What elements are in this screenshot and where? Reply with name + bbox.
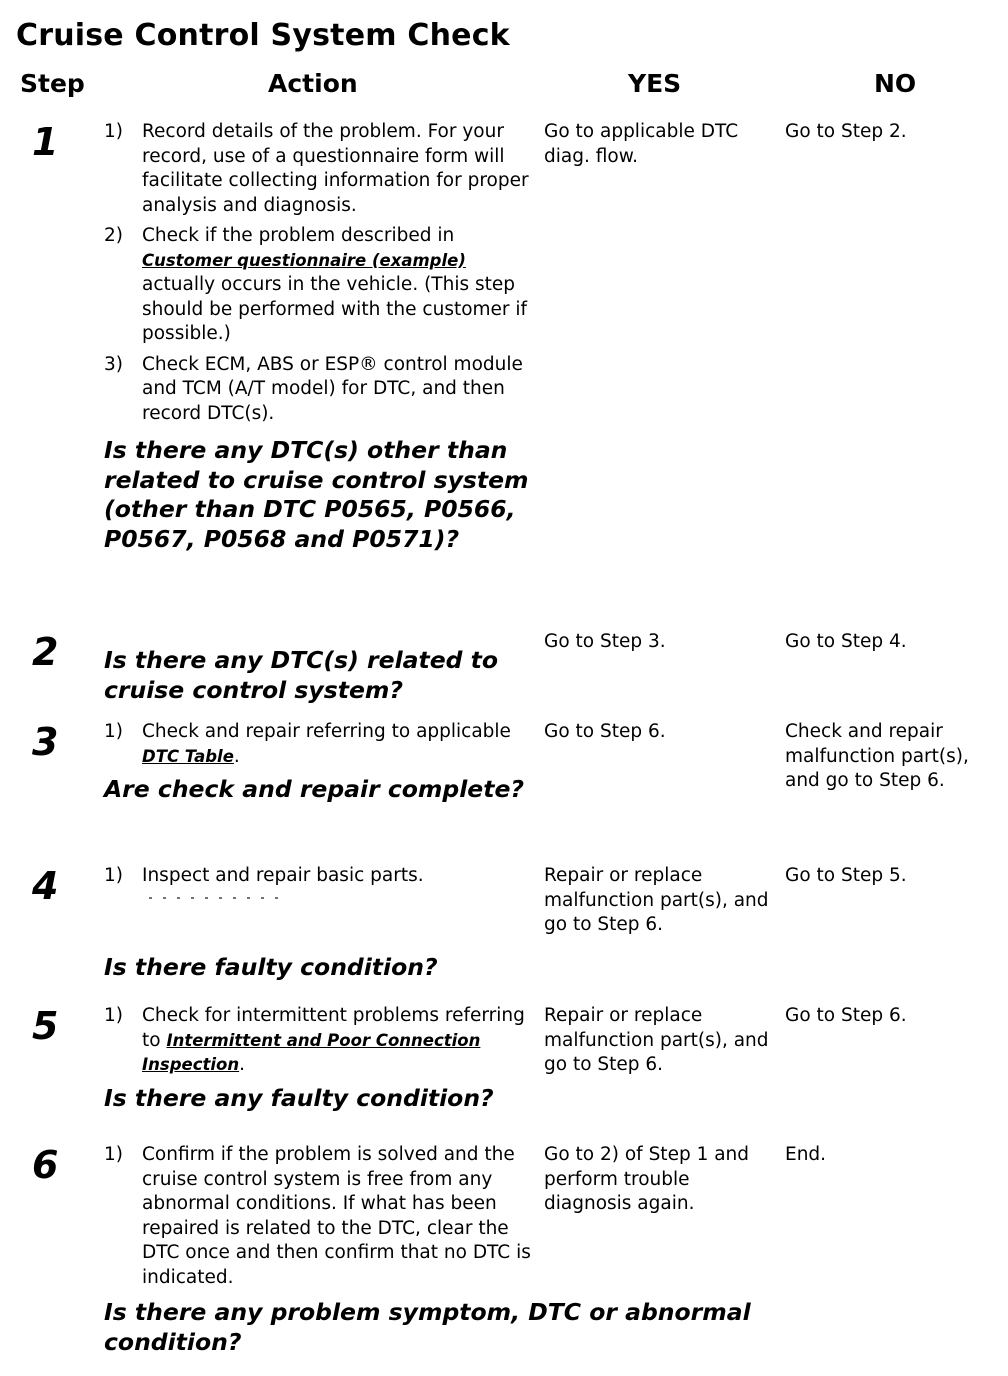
action-item	[104, 120, 534, 218]
item-text: actually occurs in the vehicle. (This step should be performed with the customer if possible.)	[142, 274, 528, 344]
action-cell	[104, 644, 534, 705]
item-number: 1)	[104, 865, 123, 886]
reference-link[interactable]: DTC Table	[142, 746, 234, 766]
yes-result: Go to Step 6.	[544, 721, 666, 742]
header-step: Step	[20, 69, 85, 98]
item-text: Confirm if the problem is solved and the cruise control system is free from any abnormal conditions. If what has been repaired is related to the DTC, clear the DTC once and then confirm that no DTC is indicated.	[142, 1144, 531, 1288]
item-number: 2)	[104, 225, 123, 246]
item-text: .	[233, 745, 240, 767]
action-cell	[104, 120, 534, 554]
item-text: Check and repair referring to applicable	[142, 721, 511, 742]
item-number: 1)	[104, 721, 123, 742]
yes-result: Go to 2) of Step 1 and perform trouble diagnosis again.	[544, 1144, 750, 1214]
page-title: Cruise Control System Check	[16, 18, 510, 53]
item-text: Inspect and repair basic parts.	[142, 865, 424, 886]
step-number: 4	[32, 864, 59, 908]
no-result: Go to Step 6.	[785, 1005, 907, 1026]
faded-text-artifact	[104, 895, 534, 945]
item-text: Record details of the problem. For your record, use of a questionnaire form will facilitate collecting information for proper analysis and diagnosis.	[142, 121, 529, 216]
step-question: Is there faulty condition?	[104, 952, 438, 981]
item-text: Check if the problem described in	[142, 225, 455, 246]
step-question: Is there any problem symptom, DTC or abnormal condition?	[104, 1298, 751, 1356]
item-text: .	[239, 1054, 246, 1075]
action-cell	[104, 1004, 534, 1113]
item-number: 1)	[104, 121, 123, 142]
no-result: Go to Step 2.	[785, 121, 907, 142]
step-question: Are check and repair complete?	[104, 775, 525, 803]
item-text: Check ECM, ABS or ESP® control module and TCM (A/T model) for DTC, and then record DTC(s).	[142, 353, 523, 424]
item-number: 3)	[104, 353, 123, 375]
no-result: Go to Step 5.	[785, 865, 907, 886]
header-yes: YES	[628, 69, 682, 98]
step-number: 1	[32, 120, 59, 164]
yes-result: Repair or replace malfunction part(s), and go to Step 6.	[544, 1005, 769, 1075]
header-action: Action	[268, 69, 358, 98]
step-number: 5	[32, 1004, 59, 1048]
action-cell	[104, 720, 534, 805]
yes-result: Repair or replace malfunction part(s), and go to Step 6.	[544, 865, 769, 935]
step-question: Is there any DTC(s) other than related to cruise control system (other than DTC P0565, P0566, P0567, P0568 and P0571)?	[104, 436, 529, 553]
step-number: 6	[32, 1143, 59, 1187]
action-item	[104, 353, 534, 427]
action-item	[104, 720, 534, 769]
action-cell	[104, 864, 534, 982]
action-item	[104, 864, 534, 889]
no-result: Go to Step 4.	[785, 631, 907, 652]
action-item	[104, 224, 534, 347]
header-no: NO	[874, 69, 917, 98]
yes-result: Go to applicable DTC diag. flow.	[544, 121, 739, 167]
item-text: Check for intermittent problems referring to	[142, 1005, 525, 1051]
step-number: 3	[32, 720, 59, 764]
no-result: End.	[785, 1144, 827, 1165]
step-number: 2	[32, 630, 59, 674]
yes-result: Go to Step 3.	[544, 631, 666, 652]
no-result: Check and repair malfunction part(s), and go to Step 6.	[785, 721, 969, 791]
reference-link[interactable]: Customer questionnaire (example)	[142, 250, 466, 270]
step-question: Is there any DTC(s) related to cruise control system?	[104, 646, 499, 704]
item-number: 1)	[104, 1005, 123, 1026]
action-item	[104, 1004, 534, 1078]
step-question: Is there any faulty condition?	[104, 1083, 494, 1112]
reference-link[interactable]: Intermittent and Poor Connection Inspection	[142, 1030, 481, 1074]
action-item	[104, 1143, 534, 1290]
item-number: 1)	[104, 1144, 123, 1165]
